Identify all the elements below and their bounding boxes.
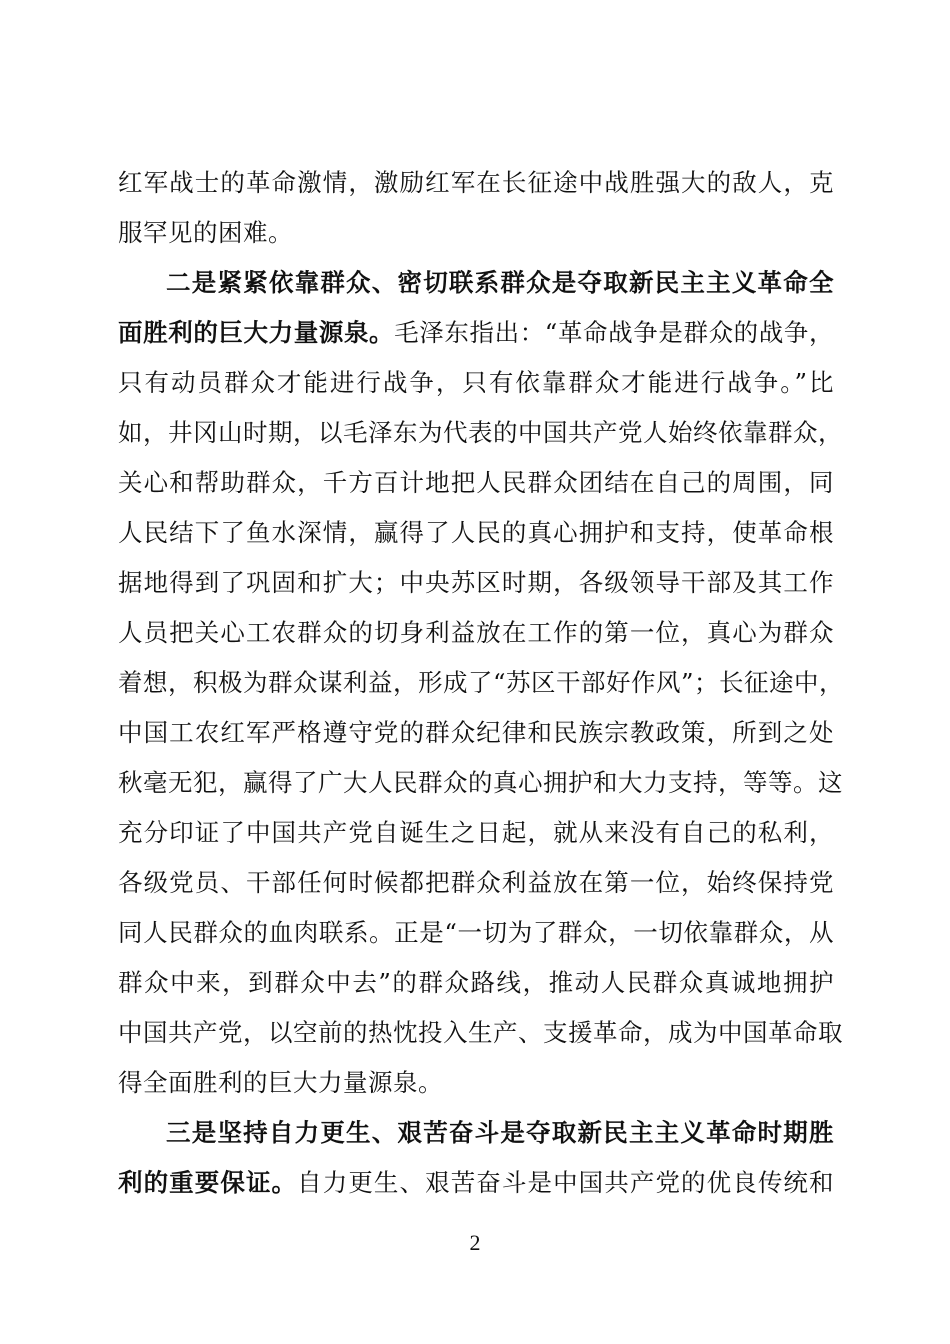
paragraph-2-line-2 — [118, 308, 834, 358]
paragraph-2-line: 中国共产党，以空前的热忱投入生产、支援革命，成为中国革命取 — [118, 1018, 843, 1047]
paragraph-3-line-2-text: 自力更生、艰苦奋斗是中国共产党的优良传统和 — [297, 1168, 835, 1197]
paragraph-2-line: 如，井冈山时期，以毛泽东为代表的中国共产党人始终依靠群众， — [118, 418, 843, 447]
paragraph-2-line: 关心和帮助群众，千方百计地把人民群众团结在自己的周围，同 — [118, 468, 834, 497]
paragraph-2-line: 得全面胜利的巨大力量源泉。 — [118, 1068, 443, 1097]
paragraph-2-line: 群众中来，到群众中去”的群众路线，推动人民群众真诚地拥护 — [118, 968, 834, 997]
paragraph-2-line: 只有动员群众才能进行战争，只有依靠群众才能进行战争。”比 — [118, 368, 834, 397]
paragraph-3-line-2 — [118, 1158, 834, 1208]
paragraph-3-heading-line-1: 三是坚持自力更生、艰苦奋斗是夺取新民主主义革命时期胜 — [166, 1118, 834, 1147]
paragraph-2-line: 人员把关心工农群众的切身利益放在工作的第一位，真心为群众 — [118, 618, 834, 647]
paragraph-2-line: 秋毫无犯，赢得了广大人民群众的真心拥护和大力支持，等等。这 — [118, 768, 843, 797]
paragraph-2-heading-end: 面胜利的巨大力量源泉。 — [118, 318, 395, 347]
paragraph-2-line-2-text: 毛泽东指出：“革命战争是群众的战争， — [394, 318, 834, 347]
paragraph-2-line: 充分印证了中国共产党自诞生之日起，就从来没有自己的私利， — [118, 818, 834, 847]
paragraph-1-line-2: 服罕见的困难。 — [118, 218, 293, 247]
paragraph-2-line: 同人民群众的血肉联系。正是“一切为了群众，一切依靠群众，从 — [118, 918, 834, 947]
paragraph-2-line: 中国工农红军严格遵守党的群众纪律和民族宗教政策，所到之处 — [118, 718, 834, 747]
paragraph-2-line: 人民结下了鱼水深情，赢得了人民的真心拥护和支持，使革命根 — [118, 518, 834, 547]
paragraph-2-line: 着想，积极为群众谋利益，形成了“苏区干部好作风”；长征途中， — [118, 668, 845, 697]
paragraph-2-line: 据地得到了巩固和扩大；中央苏区时期，各级领导干部及其工作 — [118, 568, 834, 597]
page-number: 2 — [469, 1230, 481, 1255]
paragraph-2-heading-line-1: 二是紧紧依靠群众、密切联系群众是夺取新民主主义革命全 — [166, 268, 834, 297]
paragraph-1-line-1: 红军战士的革命激情，激励红军在长征途中战胜强大的敌人，克 — [118, 168, 834, 197]
paragraph-2-line: 各级党员、干部任何时候都把群众利益放在第一位，始终保持党 — [118, 868, 834, 897]
paragraph-3-heading-end: 利的重要保证。 — [118, 1168, 298, 1197]
